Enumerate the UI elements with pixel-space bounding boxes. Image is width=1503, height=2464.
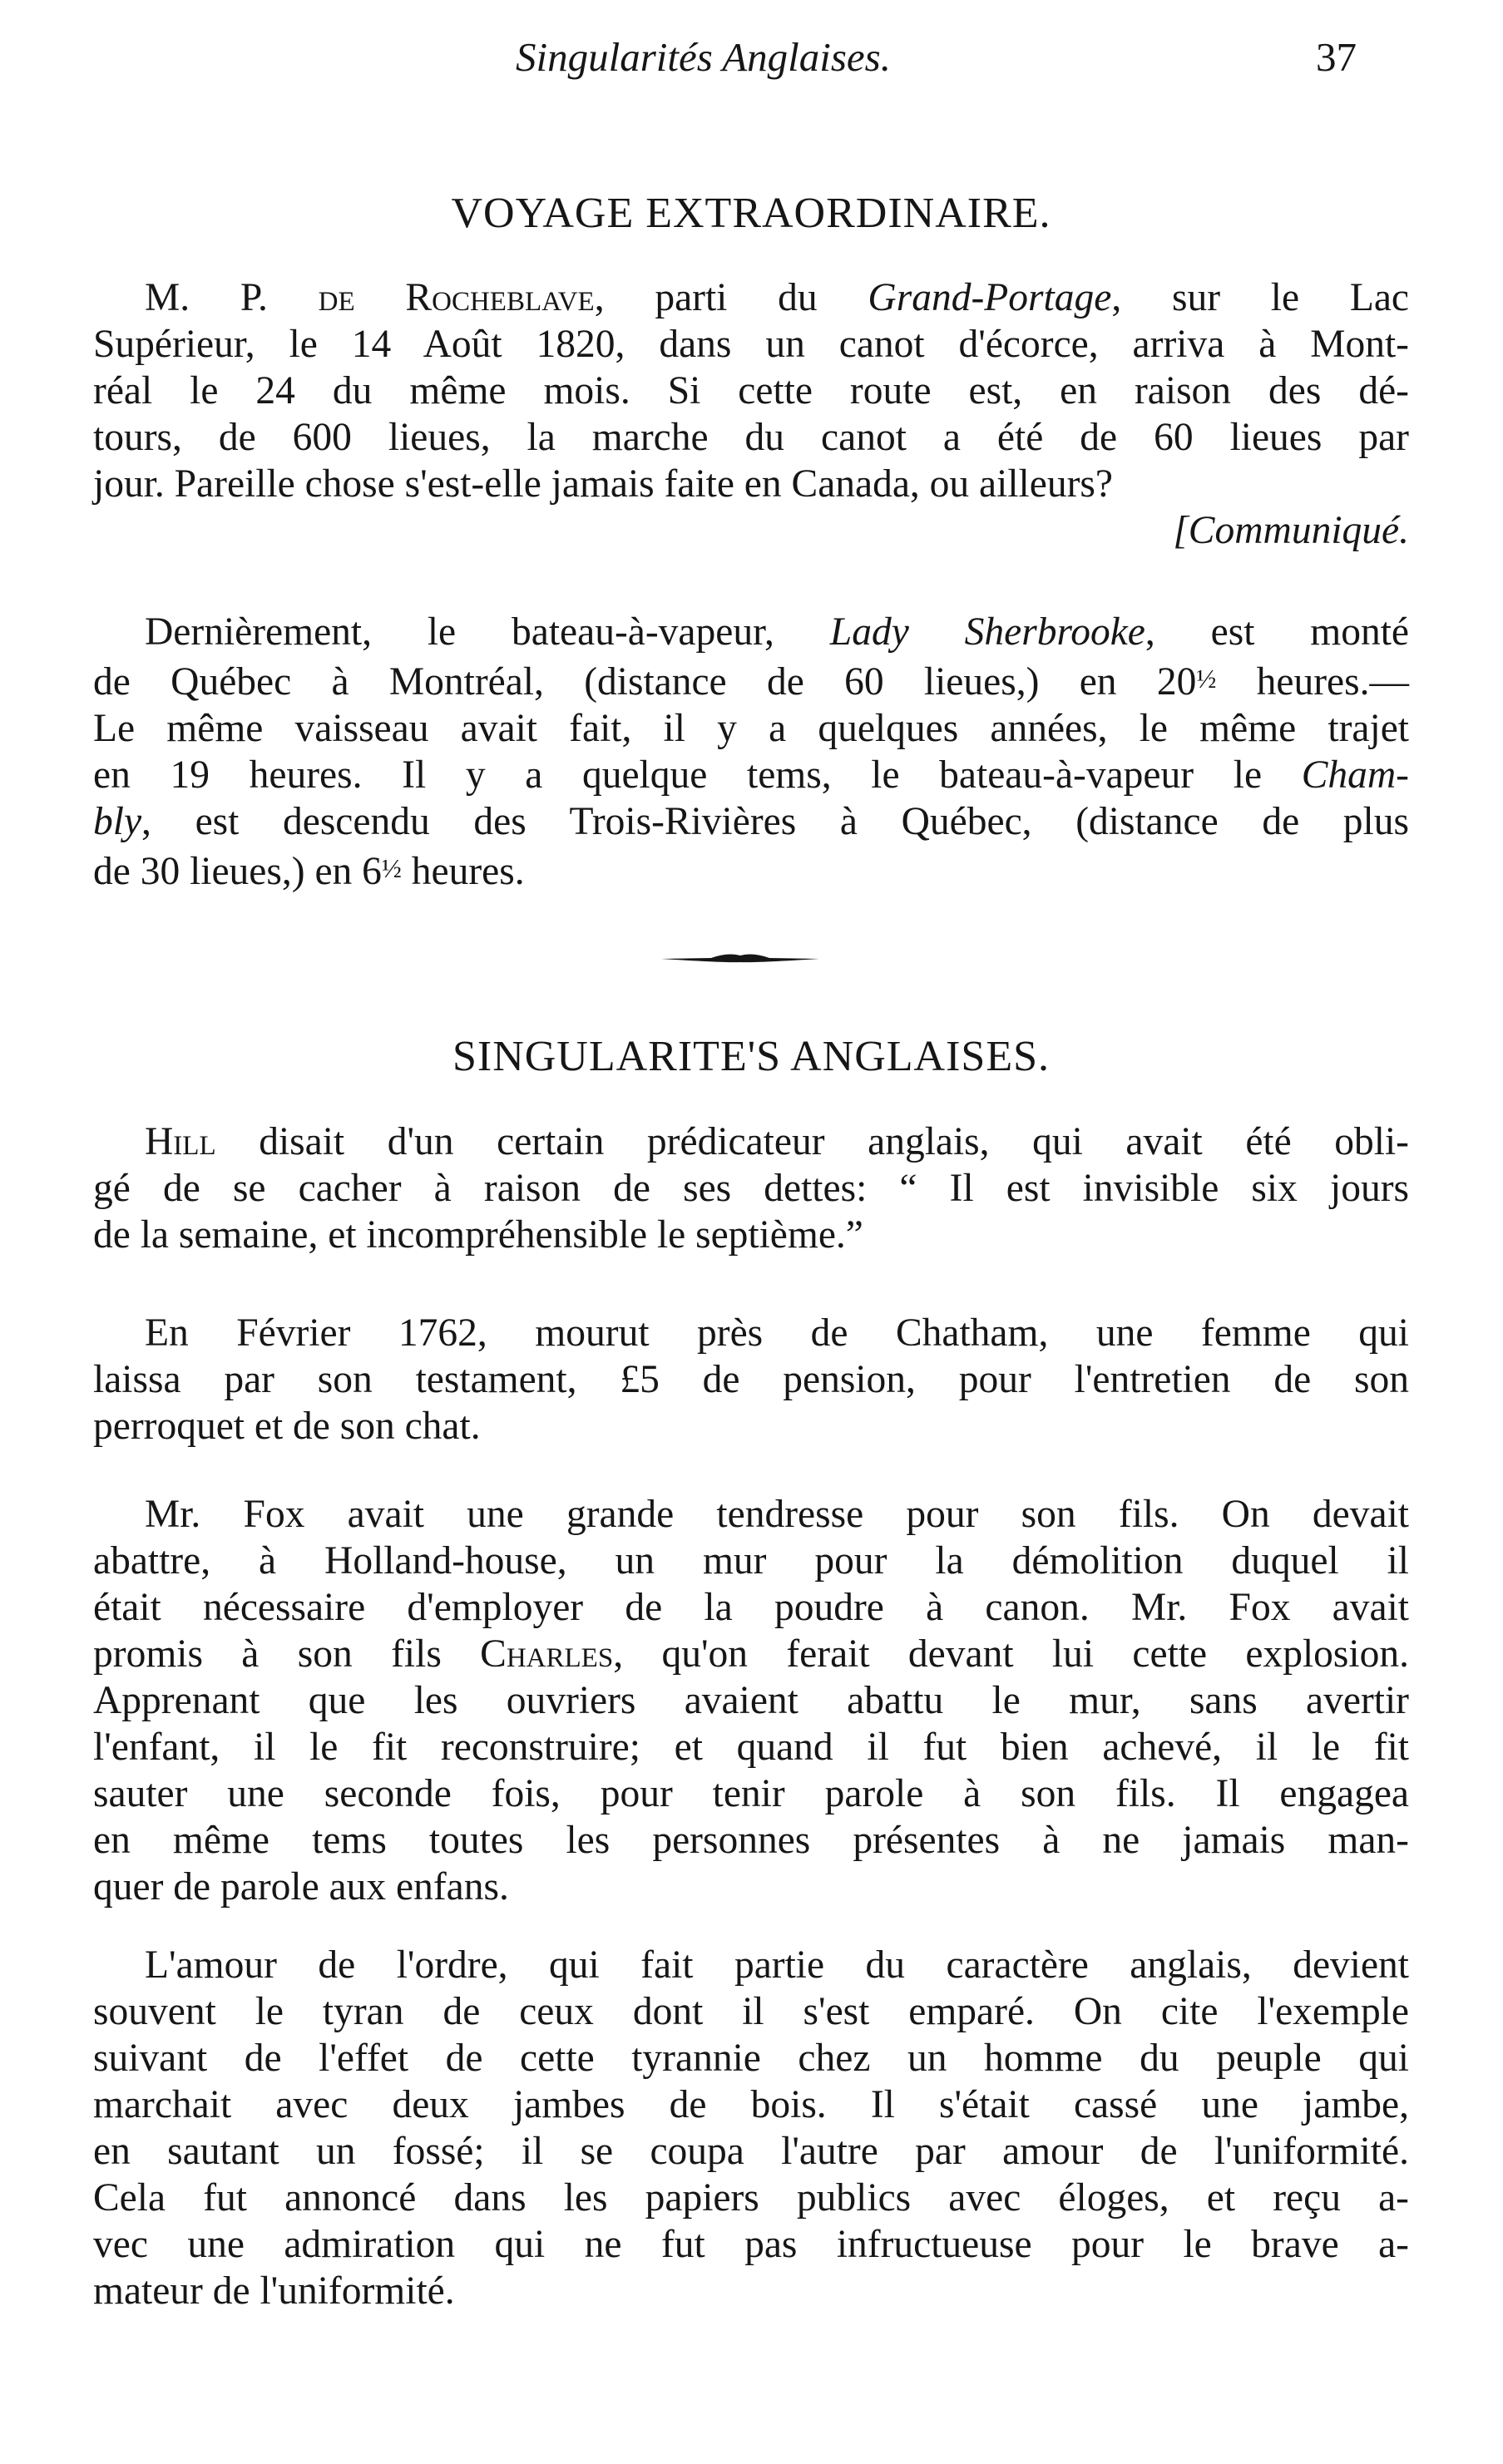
paragraph-rocheblave <box>93 274 1409 507</box>
paragraph-line: Cela fut annoncé dans les papiers publics avec éloges, et reçu a- <box>93 2176 1409 2220</box>
paragraph-line: était nécessaire d'employer de la poudre à canon. Mr. Fox avait <box>93 1586 1409 1629</box>
ship-name: bly <box>93 800 142 843</box>
ship-name: Cham- <box>1301 753 1409 797</box>
paragraph-fox <box>93 1491 1409 1910</box>
paragraph-line: L'amour de l'ordre, qui fait partie du caractère anglais, devient <box>145 1943 1409 1987</box>
paragraph-line: Apprenant que les ouvriers avaient abattu le mur, sans avertir <box>93 1679 1409 1722</box>
paragraph-line: perroquet et de son chat. <box>93 1405 481 1448</box>
paragraph-line: Dernièrement, le bateau-à-vapeur, Lady Sherbrooke, est monté <box>145 610 1409 654</box>
paragraph-line: promis à son fils Charles, qu'on ferait devant lui cette explosion. <box>93 1632 1409 1676</box>
paragraph-line: en 19 heures. Il y a quelque tems, le bateau-à-vapeur le Cham- <box>93 753 1409 797</box>
paragraph-line: tours, de 600 lieues, la marche du canot a été de 60 lieues par <box>93 416 1409 459</box>
paragraph-line: Supérieur, le 14 Août 1820, dans un canot d'écorce, arriva à Mont- <box>93 323 1409 366</box>
paragraph-line: marchait avec deux jambes de bois. Il s'était cassé une jambe, <box>93 2083 1409 2126</box>
paragraph-line: en sautant un fossé; il se coupa l'autre par amour de l'uniformité. <box>93 2130 1409 2173</box>
paragraph-line: laissa par son testament, £5 de pension, pour l'entretien de son <box>93 1358 1409 1401</box>
paragraph-line: mateur de l'uniformité. <box>93 2269 455 2313</box>
page-number: 37 <box>1316 34 1357 80</box>
paragraph-line: abattre, à Holland-house, un mur pour la démolition duquel il <box>93 1539 1409 1583</box>
section-heading-voyage: VOYAGE EXTRAORDINAIRE. <box>451 190 1051 237</box>
running-title: Singularités Anglaises. <box>516 34 892 80</box>
paragraph-line: en même tems toutes les personnes présentes à ne jamais man- <box>93 1819 1409 1862</box>
paragraph-line: En Février 1762, mourut près de Chatham, une femme qui <box>145 1311 1409 1355</box>
paragraph-line: M. P. de Rocheblave, parti du Grand-Portage, sur le Lac <box>145 276 1410 319</box>
paragraph-hill <box>93 1118 1409 1258</box>
paragraph-line: jour. Pareille chose s'est-elle jamais faite en Canada, ou ailleurs? <box>93 462 1113 506</box>
signature-communique: [Communiqué. <box>1173 509 1409 552</box>
paragraph-line: Mr. Fox avait une grande tendresse pour son fils. On devait <box>145 1493 1409 1536</box>
paragraph-line: bly, est descendu des Trois-Rivières à Québec, (distance de plus <box>93 800 1409 843</box>
paragraph-fevrier <box>93 1310 1409 1449</box>
paragraph-line: suivant de l'effet de cette tyrannie chez un homme du peuple qui <box>93 2037 1409 2080</box>
paragraph-line: de Québec à Montréal, (distance de 60 lieues,) en 20½ heures.— <box>93 660 1409 704</box>
paragraph-line: Hill disait d'un certain prédicateur anglais, qui avait été obli- <box>145 1120 1409 1163</box>
person-name: Hill <box>145 1120 216 1163</box>
ship-name: Lady Sherbrooke <box>829 610 1145 654</box>
paragraph-ordre <box>93 1942 1409 2314</box>
paragraph-line: sauter une seconde fois, pour tenir parole à son fils. Il engagea <box>93 1772 1409 1815</box>
section-divider-ornament <box>661 950 819 966</box>
paragraph-line: Le même vaisseau avait fait, il y a quelques années, le même trajet <box>93 707 1409 750</box>
section-heading-singularites: SINGULARITE'S ANGLAISES. <box>452 1033 1051 1080</box>
paragraph-line: quer de parole aux enfans. <box>93 1865 509 1908</box>
paragraph-line: gé de se cacher à raison de ses dettes: “ Il est invisible six jours <box>93 1167 1409 1210</box>
paragraph-line: vec une admiration qui ne fut pas infructueuse pour le brave a- <box>93 2223 1409 2266</box>
paragraph-line: souvent le tyran de ceux dont il s'est emparé. On cite l'exemple <box>93 1990 1409 2033</box>
place-name: Grand-Portage <box>868 276 1112 319</box>
paragraph-steamboats <box>93 609 1409 895</box>
paragraph-line: réal le 24 du même mois. Si cette route est, en raison des dé- <box>93 369 1409 412</box>
paragraph-line: de 30 lieues,) en 6½ heures. <box>93 850 525 893</box>
person-name: Charles <box>480 1632 614 1676</box>
person-name: M. P. de Rocheblave <box>145 276 595 319</box>
running-head <box>0 33 1503 91</box>
paragraph-line: l'enfant, il le fit reconstruire; et quand il fut bien achevé, il le fit <box>93 1726 1409 1769</box>
paragraph-line: de la semaine, et incompréhensible le septième.” <box>93 1213 863 1257</box>
